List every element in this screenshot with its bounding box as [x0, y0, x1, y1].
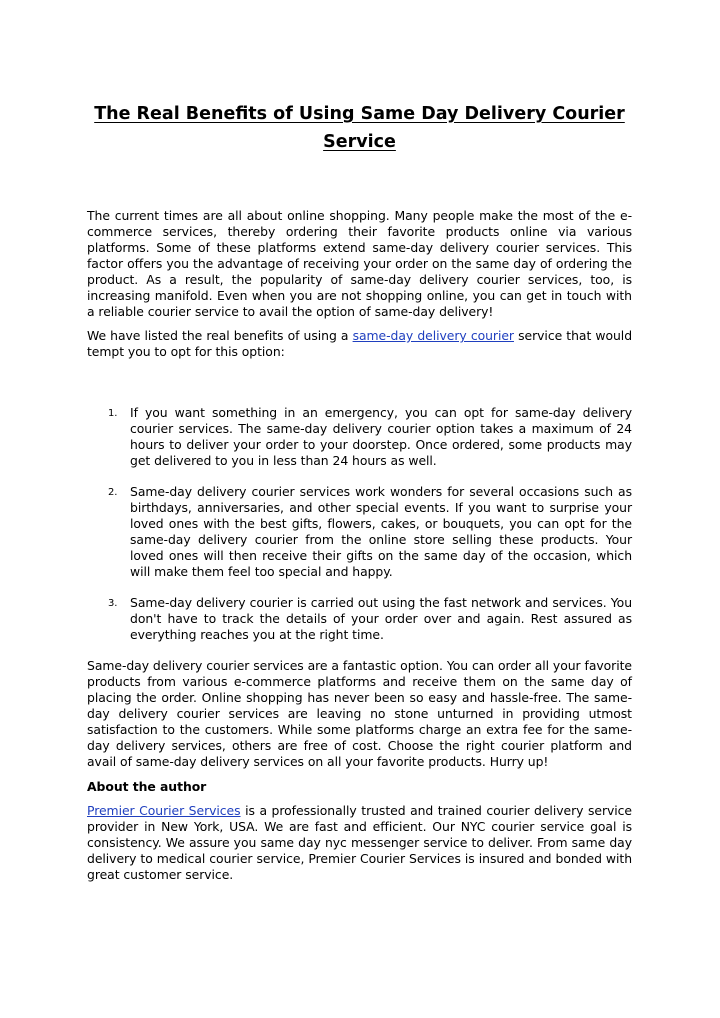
same-day-delivery-courier-link[interactable]: same-day delivery courier — [352, 328, 514, 343]
benefit-item-1 — [87, 405, 632, 469]
benefits-intro-paragraph — [87, 328, 632, 360]
benefit-text: Same-day delivery courier services work wonders for several occasions such as birthdays, anniversaries, and other special events. If you want to surprise your loved ones with the best gifts, flowers, cakes, or bouquets, you can opt for the same-day delivery courier from the online store selling these products. Your loved ones will then receive their gifts on the same day of the occasion, which will make them feel too special and happy. — [130, 484, 632, 579]
benefit-item-3 — [87, 595, 632, 643]
intro-paragraph: The current times are all about online shopping. Many people make the most of the e-commerce services, thereby ordering their favorite products online via various platforms. Some of these platforms extend same-day delivery courier services. This factor offers you the advantage of receiving your order on the same day of ordering the product. As a result, the popularity of same-day delivery courier services, too, is increasing manifold. Even when you are not shopping online, you can get in touch with a reliable courier service to avail the option of same-day delivery! — [87, 208, 632, 319]
closing-paragraph: Same-day delivery courier services are a fantastic option. You can order all your favorite products from various e-commerce platforms and receive them on the same day of placing the order. Online shopping has never been so easy and hassle-free. The same-day delivery courier services are leaving no stone unturned in providing utmost satisfaction to the customers. While some platforms charge an extra fee for the same-day delivery services, others are free of cost. Choose the right courier platform and avail of same-day delivery services on all your favorite products. Hurry up! — [87, 658, 632, 769]
list-number: 3. — [108, 598, 118, 609]
document-title: The Real Benefits of Using Same Day Delivery Courier Service — [94, 104, 625, 152]
document-page — [87, 100, 632, 883]
benefits-list — [87, 405, 632, 643]
benefit-item-2 — [87, 484, 632, 580]
premier-courier-services-link[interactable]: Premier Courier Services — [87, 803, 241, 818]
about-author-heading: About the author — [87, 779, 207, 794]
benefits-intro-text-after: service that would tempt you to opt for this option: — [87, 328, 633, 359]
author-text: is a professionally trusted and trained courier delivery service provider in New York, USA. We are fast and efficient. Our NYC courier service goal is consistency. We assure you same day nyc messenger service to deliver. From same day delivery to medical courier service, Premier Courier Services is insured and bonded with great customer service. — [87, 803, 632, 882]
benefit-text: Same-day delivery courier is carried out using the fast network and services. You don't have to track the details of your order over and again. Rest assured as everything reaches you at the right time. — [130, 595, 632, 642]
list-number: 1. — [108, 408, 118, 419]
benefit-text: If you want something in an emergency, you can opt for same-day delivery courier services. The same-day delivery courier option takes a maximum of 24 hours to deliver your order to your doorstep. Once ordered, some products may get delivered to you in less than 24 hours as well. — [130, 405, 632, 468]
author-paragraph — [87, 803, 632, 883]
list-number: 2. — [108, 487, 118, 498]
benefits-intro-text-before: We have listed the real benefits of using a — [87, 328, 353, 343]
